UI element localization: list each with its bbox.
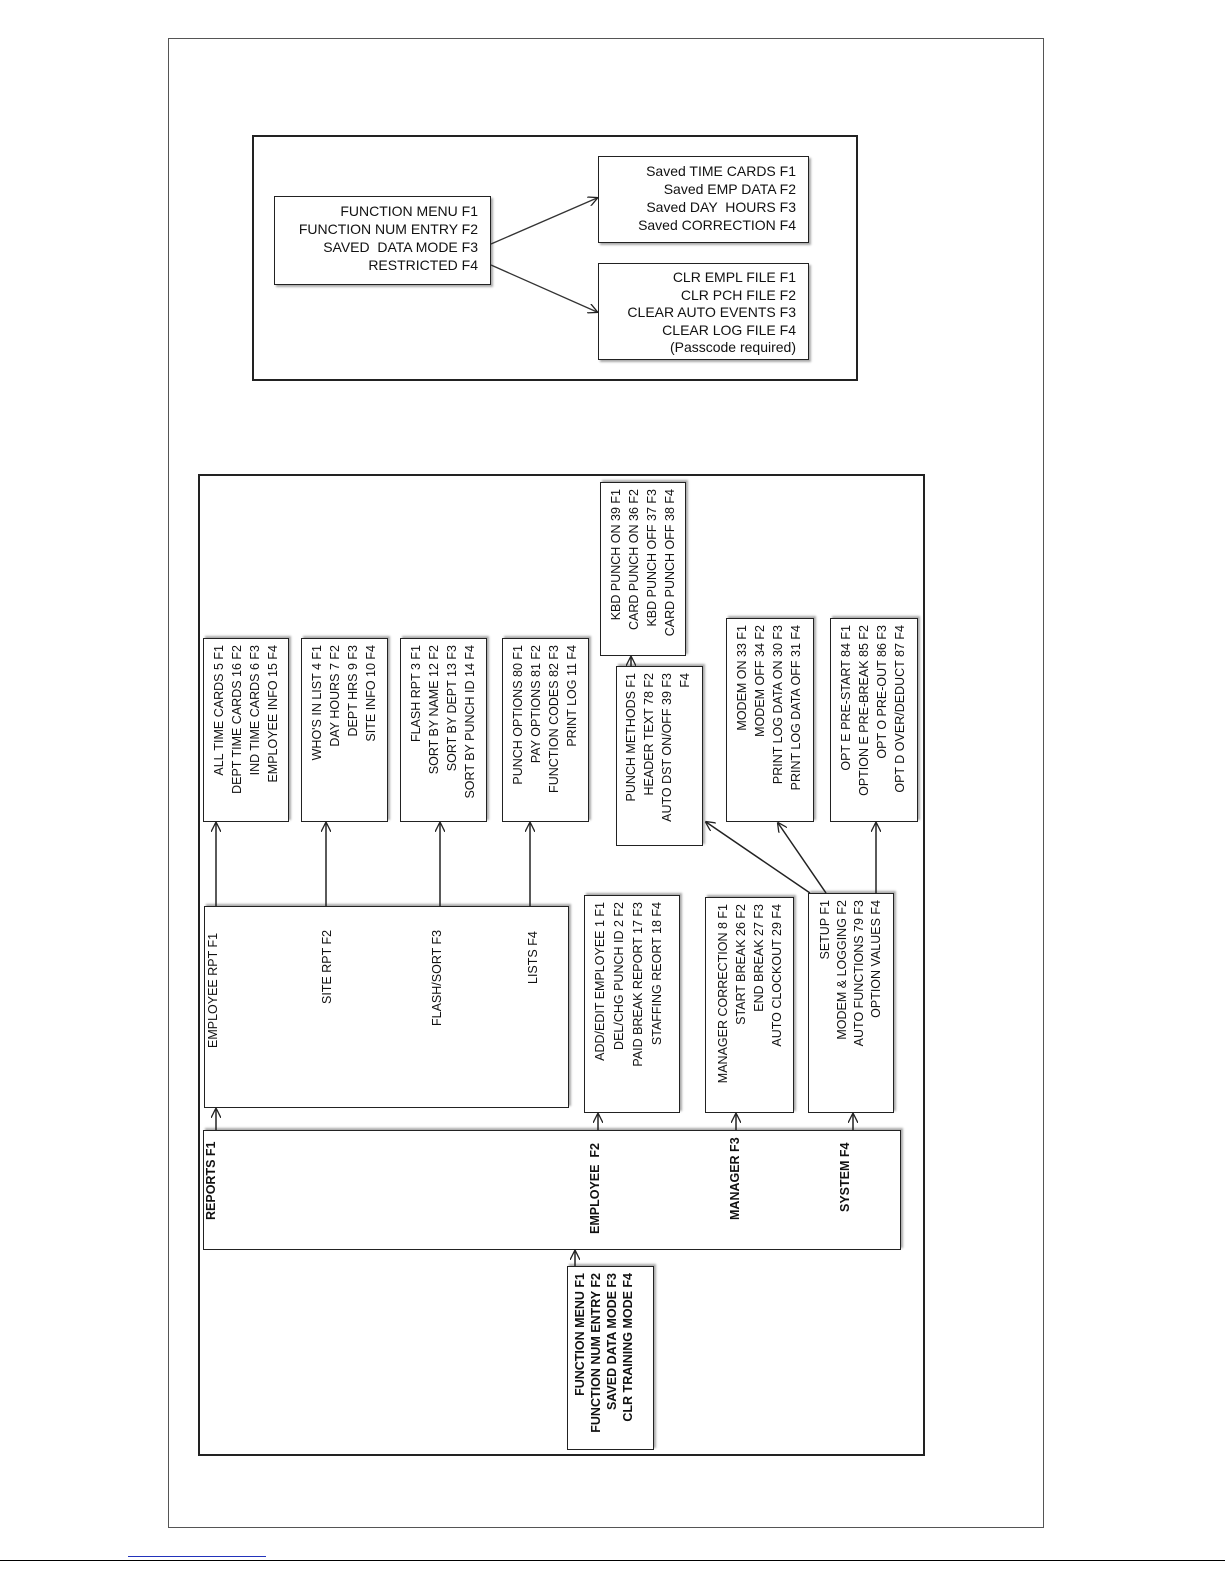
menu-line: CLR EMPL FILE F1 <box>672 269 796 285</box>
menu-line: WHO'S IN LIST 4 F1 <box>310 645 324 761</box>
menu-line: KBD PUNCH ON 39 F1 <box>609 489 623 621</box>
menu-line: OPT O PRE-OUT 86 F3 <box>875 625 889 759</box>
employee-rpt-label: EMPLOYEE RPT F1 <box>206 932 220 1048</box>
menu-line: SETUP F1 <box>818 900 832 960</box>
menu-line: Saved DAY HOURS F3 <box>646 199 796 215</box>
menu-line: KBD PUNCH OFF 37 F3 <box>645 489 659 627</box>
menu-line: DEPT TIME CARDS 16 F2 <box>230 645 244 794</box>
menu-line: FUNCTION MENU F1 <box>340 203 478 219</box>
menu-line: DAY HOURS 7 F2 <box>328 645 342 747</box>
menu-line: SAVED DATA MODE F3 <box>605 1273 619 1411</box>
menu-line: AUTO DST ON/OFF 39 F3 <box>660 673 674 822</box>
manager-label: MANAGER F3 <box>728 1137 742 1220</box>
tree-arrows <box>198 474 925 1456</box>
menu-line: ADD/EDIT EMPLOYEE 1 F1 <box>593 902 607 1061</box>
menu-line: FLASH RPT 3 F1 <box>409 645 423 743</box>
menu-line: CLEAR AUTO EVENTS F3 <box>627 304 796 320</box>
arrow-modem <box>778 823 826 893</box>
menu-line: OPT D OVER/DEDUCT 87 F4 <box>893 625 907 793</box>
menu-line: CARD PUNCH OFF 38 F4 <box>663 489 677 637</box>
menu-line: FUNCTION CODES 82 F3 <box>547 645 561 793</box>
menu-line: RESTRICTED F4 <box>368 257 478 273</box>
menu-line: DEL/CHG PUNCH ID 2 F2 <box>612 902 626 1050</box>
menu-line: MODEM OFF 34 F2 <box>753 625 767 737</box>
menu-line: F4 <box>678 673 692 688</box>
menu-line: PAY OPTIONS 81 F2 <box>529 645 543 764</box>
menu-line: PRINT LOG DATA ON 30 F3 <box>771 625 785 785</box>
menu-line: FUNCTION NUM ENTRY F2 <box>589 1273 603 1433</box>
menu-line: Saved EMP DATA F2 <box>663 181 796 197</box>
menu-line: Saved CORRECTION F4 <box>638 217 796 233</box>
menu-line: SORT BY NAME 12 F2 <box>427 645 441 775</box>
flash-sort-label: FLASH/SORT F3 <box>430 929 444 1026</box>
lists-label: LISTS F4 <box>526 931 540 984</box>
menu-line: MANAGER CORRECTION 8 F1 <box>716 904 730 1084</box>
arrow-setup <box>706 822 810 893</box>
menu-line: AUTO CLOCKOUT 29 F4 <box>770 904 784 1047</box>
menu-line: END BREAK 27 F3 <box>752 904 766 1012</box>
tree-diagram <box>198 474 925 1456</box>
menu-line: PRINT LOG 11 F4 <box>565 645 579 747</box>
employee-label: EMPLOYEE F2 <box>588 1143 602 1234</box>
arrow-to-restricted <box>491 265 597 312</box>
menu-line: SITE INFO 10 F4 <box>364 645 378 742</box>
menu-line: CLR TRAINING MODE F4 <box>621 1273 635 1422</box>
menu-line: MODEM ON 33 F1 <box>735 625 749 731</box>
menu-line: FUNCTION MENU F1 <box>573 1273 587 1396</box>
footer-rule <box>0 1560 1225 1561</box>
menu-line: PUNCH OPTIONS 80 F1 <box>511 645 525 785</box>
reports-label: REPORTS F1 <box>204 1141 218 1220</box>
menu-line: DEPT HRS 9 F3 <box>346 645 360 737</box>
menu-line: OPT E PRE-START 84 F1 <box>839 625 853 771</box>
menu-line: OPTION VALUES F4 <box>869 900 883 1018</box>
menu-line: CLR PCH FILE F2 <box>680 286 796 303</box>
menu-line: OPTION E PRE-BREAK 85 F2 <box>857 625 871 796</box>
menu-line: IND TIME CARDS 6 F3 <box>248 645 262 776</box>
tree-rotated-canvas <box>198 474 925 1456</box>
menu-line: PRINT LOG DATA OFF 31 F4 <box>789 625 803 791</box>
menu-line: PAID BREAK REPORT 17 F3 <box>631 902 645 1067</box>
menu-line: ALL TIME CARDS 5 F1 <box>212 645 226 776</box>
arrow-to-saved <box>491 198 597 244</box>
footnote-rule <box>128 1556 266 1557</box>
menu-line: FUNCTION NUM ENTRY F2 <box>298 221 478 237</box>
menu-line: PUNCH METHODS F1 <box>624 673 638 802</box>
menu-line: CLEAR LOG FILE F4 <box>662 321 796 338</box>
menu-line: MODEM & LOGGING F2 <box>835 900 849 1040</box>
menu-line: (Passcode required) <box>669 339 796 355</box>
site-rpt-label: SITE RPT F2 <box>320 929 334 1004</box>
menu-line: SORT BY DEPT 13 F3 <box>445 645 459 772</box>
menu-line: START BREAK 26 F2 <box>734 904 748 1025</box>
menu-line: EMPLOYEE INFO 15 F4 <box>266 645 280 783</box>
menu-line: SORT BY PUNCH ID 14 F4 <box>463 645 477 799</box>
menu-line: STAFFING REORT 18 F4 <box>650 902 664 1046</box>
menu-line: SAVED DATA MODE F3 <box>323 239 478 255</box>
menu-line: CARD PUNCH ON 36 F2 <box>627 489 641 630</box>
menu-line: Saved TIME CARDS F1 <box>646 163 796 179</box>
menu-line: HEADER TEXT 78 F2 <box>642 673 656 796</box>
menu-line: AUTO FUNCTIONS 79 F3 <box>852 900 866 1047</box>
system-label: SYSTEM F4 <box>838 1142 852 1212</box>
